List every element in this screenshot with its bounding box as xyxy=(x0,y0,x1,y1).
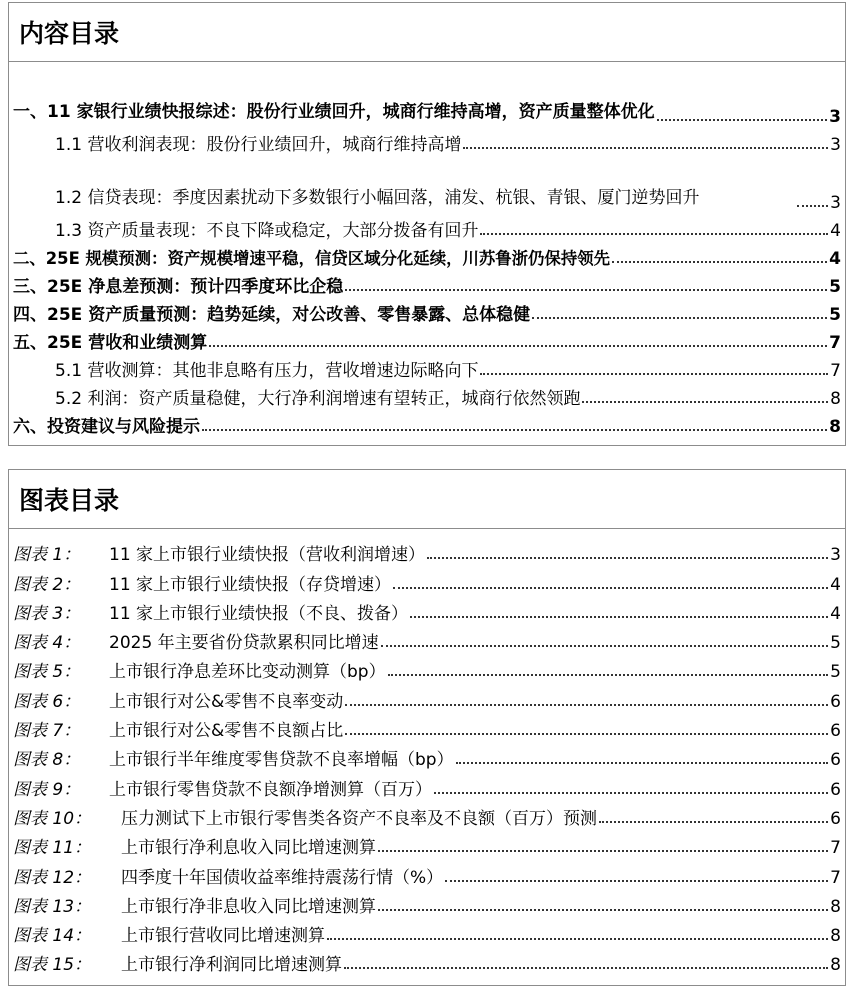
figure-entry-text: 上市银行净非息收入同比增速测算 xyxy=(121,896,376,917)
figure-entry-page: 3 xyxy=(830,545,841,566)
toc-entry[interactable] xyxy=(13,381,841,409)
figure-index-title: 图表目录 xyxy=(9,470,845,529)
figure-entry-text: 上市银行净息差环比变动测算（bp） xyxy=(109,662,386,683)
toc-entry-page: 3 xyxy=(830,135,841,155)
figure-entry-text: 2025 年主要省份贷款累积同比增速 xyxy=(109,633,379,654)
leader-dots xyxy=(393,587,828,589)
leader-dots xyxy=(612,261,827,263)
figure-entry-text: 11 家上市银行业绩快报（营收利润增速） xyxy=(109,545,426,566)
leader-dots xyxy=(378,850,828,852)
figure-entry[interactable] xyxy=(13,829,841,858)
leader-dots xyxy=(344,967,828,969)
figure-entry-text: 上市银行营收同比增速测算 xyxy=(121,926,325,947)
toc-entry[interactable] xyxy=(13,297,841,325)
leader-dots xyxy=(381,645,829,647)
toc-entry-text: 三、25E 净息差预测：预计四季度环比企稳 xyxy=(13,277,344,297)
toc-entry-page: 4 xyxy=(830,221,841,241)
toc-entry[interactable] xyxy=(13,409,841,437)
leader-dots xyxy=(209,345,827,347)
figure-entry[interactable] xyxy=(13,624,841,653)
figure-entry[interactable] xyxy=(13,888,841,917)
leader-dots xyxy=(480,233,828,235)
toc-entry-page: 7 xyxy=(829,333,841,353)
toc-entry[interactable] xyxy=(13,325,841,353)
leader-dots xyxy=(410,616,828,618)
toc-entry-page: 8 xyxy=(830,389,841,409)
toc-entry[interactable] xyxy=(13,353,841,381)
leader-dots xyxy=(532,317,827,319)
figure-entry-text: 11 家上市银行业绩快报（不良、拨备） xyxy=(109,603,409,624)
leader-dots xyxy=(388,674,829,676)
leader-dots xyxy=(463,147,828,149)
figure-entry-label: 图表 14： xyxy=(13,926,92,947)
figure-entry-page: 8 xyxy=(830,926,841,947)
figure-entry-page: 6 xyxy=(830,779,841,800)
figure-entry-text: 上市银行净利息收入同比增速测算 xyxy=(121,838,376,859)
toc-entry-text: 5.2 利润：资产质量稳健，大行净利润增速有望转正，城商行依然领跑 xyxy=(55,389,581,409)
figure-entry[interactable] xyxy=(13,917,841,946)
figure-entry-label: 图表 6： xyxy=(13,691,81,712)
figure-entry-text: 四季度十年国债收益率维持震荡行情（%） xyxy=(121,867,444,888)
figure-entry-text: 11 家上市银行业绩快报（存贷增速） xyxy=(109,574,392,595)
figure-entry-label: 图表 9： xyxy=(13,779,81,800)
leader-dots xyxy=(378,909,828,911)
toc-entry-page: 5 xyxy=(829,305,841,325)
figure-entry-text: 上市银行净利润同比增速测算 xyxy=(121,955,342,976)
figure-entry[interactable] xyxy=(13,800,841,829)
figure-entry[interactable] xyxy=(13,712,841,741)
toc-entry-text: 1.2 信贷表现：季度因素扰动下多数银行小幅回落，浦发、杭银、青银、厦门逆势回升 xyxy=(55,188,700,208)
figure-entry-label: 图表 11： xyxy=(13,838,92,859)
toc-entry[interactable] xyxy=(13,213,841,241)
leader-dots xyxy=(202,429,827,431)
figure-entry-text: 上市银行零售贷款不良额净增测算（百万） xyxy=(109,779,432,800)
figure-entry-label: 图表 2： xyxy=(13,574,81,595)
toc-entry-text: 四、25E 资产质量预测：趋势延续，对公改善、零售暴露、总体稳健 xyxy=(13,305,531,325)
toc-entry-page: 7 xyxy=(830,361,841,381)
figure-entry-page: 6 xyxy=(830,808,841,829)
leader-dots xyxy=(582,401,828,403)
leader-dots xyxy=(427,557,828,559)
figure-entry-page: 5 xyxy=(830,662,841,683)
figure-entry-label: 图表 12： xyxy=(13,867,92,888)
table-of-contents xyxy=(8,2,846,446)
toc-entry-text: 1.1 营收利润表现：股份行业绩回升，城商行维持高增 xyxy=(55,135,462,155)
figure-entry-text: 上市银行对公&零售不良率变动 xyxy=(109,691,344,712)
toc-entry-text: 5.1 营收测算：其他非息略有压力，营收增速边际略向下 xyxy=(55,361,479,381)
toc-entry[interactable] xyxy=(13,269,841,297)
figure-entry-label: 图表 7： xyxy=(13,721,81,742)
figure-entry-label: 图表 10： xyxy=(13,808,92,829)
figure-entry-label: 图表 3： xyxy=(13,603,81,624)
toc-entry-text: 一、11 家银行业绩快报综述：股份行业绩回升，城商行维持高增，资产质量整体优化 xyxy=(13,102,655,122)
figure-entry[interactable] xyxy=(13,946,841,975)
figure-entry-page: 7 xyxy=(830,867,841,888)
figure-list xyxy=(9,529,845,975)
toc-entry[interactable] xyxy=(13,155,841,213)
figure-entry-page: 8 xyxy=(830,955,841,976)
figure-entry[interactable] xyxy=(13,741,841,770)
figure-entry-page: 4 xyxy=(830,574,841,595)
figure-entry-label: 图表 4： xyxy=(13,633,81,654)
toc-entry[interactable] xyxy=(13,127,841,155)
figure-entry[interactable] xyxy=(13,536,841,565)
leader-dots xyxy=(345,704,828,706)
figure-entry[interactable] xyxy=(13,565,841,594)
figure-entry[interactable] xyxy=(13,595,841,624)
figure-entry-page: 8 xyxy=(830,896,841,917)
toc-entry[interactable] xyxy=(13,69,841,127)
toc-title: 内容目录 xyxy=(9,3,845,62)
toc-entry-text: 二、25E 规模预测：资产规模增速平稳，信贷区域分化延续，川苏鲁浙仍保持领先 xyxy=(13,249,610,268)
figure-entry-label: 图表 15： xyxy=(13,955,92,976)
toc-entry[interactable] xyxy=(13,241,841,269)
figure-entry[interactable] xyxy=(13,770,841,799)
figure-entry-page: 7 xyxy=(830,838,841,859)
figure-entry-page: 6 xyxy=(830,721,841,742)
figure-entry-label: 图表 13： xyxy=(13,896,92,917)
figure-entry-text: 上市银行半年维度零售贷款不良率增幅（bp） xyxy=(109,750,454,771)
leader-dots xyxy=(480,373,828,375)
figure-entry[interactable] xyxy=(13,682,841,711)
toc-entry-text: 1.3 资产质量表现：不良下降或稳定，大部分拨备有回升 xyxy=(55,221,479,241)
toc-entry-page: 3 xyxy=(830,193,841,213)
figure-entry-label: 图表 8： xyxy=(13,750,81,771)
figure-entry-page: 5 xyxy=(830,633,841,654)
leader-dots xyxy=(345,733,828,735)
figure-entry[interactable] xyxy=(13,858,841,887)
figure-entry-page: 4 xyxy=(830,603,841,624)
toc-entry-text: 五、25E 营收和业绩测算 xyxy=(13,333,208,353)
leader-dots xyxy=(657,119,828,121)
figure-entry-page: 6 xyxy=(830,691,841,712)
toc-entry-page: 8 xyxy=(829,417,841,437)
toc-entry-page: 3 xyxy=(829,107,841,127)
toc-entry-page: 5 xyxy=(829,277,841,297)
leader-dots xyxy=(445,880,828,882)
leader-dots xyxy=(345,289,827,291)
figure-entry-page: 6 xyxy=(830,750,841,771)
figure-entry-label: 图表 1： xyxy=(13,545,81,566)
leader-dots xyxy=(599,821,828,823)
leader-dots xyxy=(797,205,828,207)
leader-dots xyxy=(434,792,828,794)
figure-entry-label: 图表 5： xyxy=(13,662,81,683)
figure-index xyxy=(8,469,846,986)
toc-list xyxy=(9,62,845,437)
toc-entry-text: 六、投资建议与风险提示 xyxy=(13,417,200,437)
leader-dots xyxy=(456,762,829,764)
figure-entry-text: 压力测试下上市银行零售类各资产不良率及不良额（百万）预测 xyxy=(121,808,597,829)
leader-dots xyxy=(327,938,828,940)
figure-entry-text: 上市银行对公&零售不良额占比 xyxy=(109,721,344,742)
figure-entry[interactable] xyxy=(13,653,841,682)
toc-entry-page: 4 xyxy=(829,249,841,269)
